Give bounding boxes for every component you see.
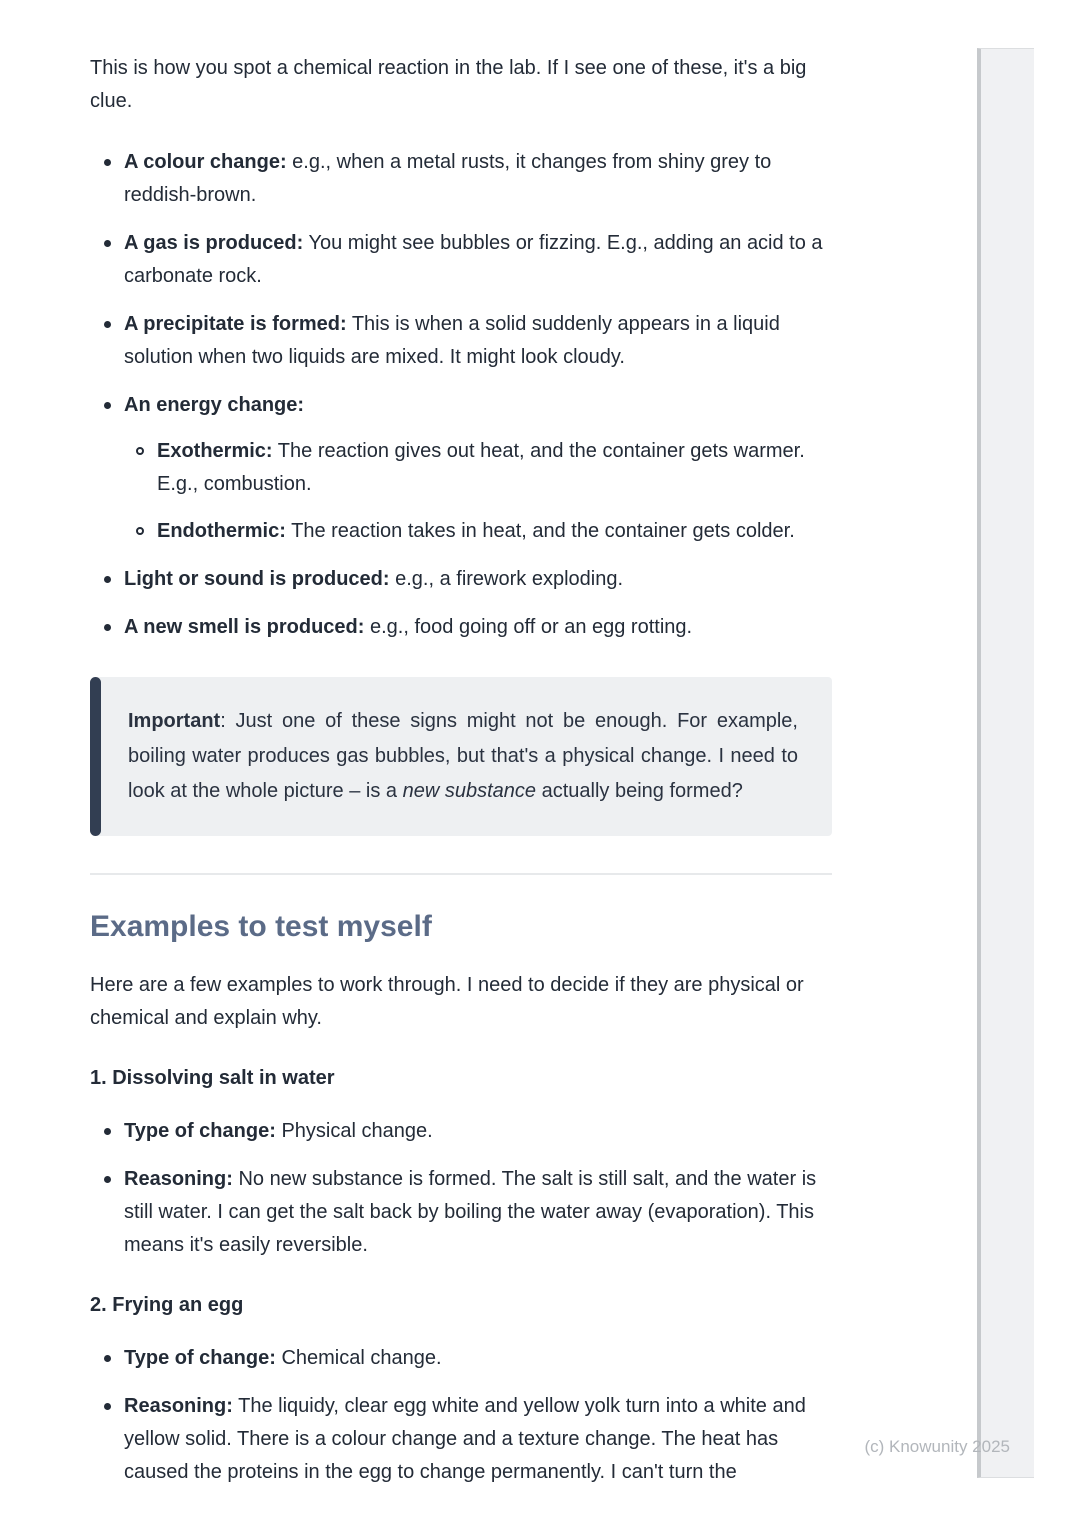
list-item-text: This is when a solid suddenly appears in a liquid solution when two liquids are mixed. It might look cloudy. [124,313,780,368]
bullet-icon [104,1176,111,1183]
list-item [90,1163,832,1262]
bullet-icon [104,240,111,247]
watermark: (c) Knowunity 2025 [864,1437,1010,1456]
scrollbar-track[interactable] [977,48,1034,1478]
list-item [124,515,832,548]
list-item-label: A gas is produced: [124,232,304,254]
list-item [90,1342,832,1375]
example-2-list [90,1342,832,1489]
list-item-label: Reasoning: [124,1395,233,1417]
bullet-icon [104,1403,111,1410]
list-item-text: e.g., when a metal rusts, it changes from shiny grey to reddish-brown. [124,151,772,206]
important-callout [90,677,832,836]
list-item [90,146,832,212]
callout-text-mid: : Just one of these signs might not be enough. For example, boiling water produces gas bubbles, but that's a physical change. I need to look at the whole picture – is a [128,710,798,802]
list-item-label: Exothermic: [157,440,273,462]
list-item [90,227,832,293]
bullet-icon [104,624,111,631]
list-item-label: A precipitate is formed: [124,313,347,335]
energy-change-sublist [124,435,832,548]
list-item-label: Light or sound is produced: [124,568,390,590]
callout-body [96,677,832,836]
list-item [124,435,832,501]
callout-accent-bar [90,677,101,836]
list-item-text: Chemical change. [281,1347,442,1369]
example-1-list [90,1115,832,1262]
list-item [90,389,832,548]
list-item [90,1390,832,1489]
example-title: 2. Frying an egg [90,1294,244,1316]
bullet-icon [104,576,111,583]
example-title: 1. Dissolving salt in water [90,1067,335,1089]
list-item [90,1115,832,1148]
list-item-text: e.g., food going off or an egg rotting. [369,616,693,638]
list-item-text: The liquidy, clear egg white and yellow yolk turn into a white and yellow solid. There is a colour change and a texture change. The heat has caused the proteins in the egg to change permanently. I can't turn the [124,1395,806,1483]
list-item [90,563,832,596]
list-item-label: A colour change: [124,151,287,173]
list-item-text: e.g., a firework exploding. [395,568,624,590]
list-item-label: Type of change: [124,1120,276,1142]
list-item [90,308,832,374]
list-item-text: You might see bubbles or fizzing. E.g., adding an acid to a carbonate rock. [124,232,823,287]
callout-italic-phrase: new substance [402,780,537,802]
section-divider [90,873,832,875]
list-item-label: Reasoning: [124,1168,233,1190]
callout-label: Important [128,710,221,732]
list-item-text: No new substance is formed. The salt is still salt, and the water is still water. I can get the salt back by boiling the water away (evaporation). This means it's easily reversible. [124,1168,817,1256]
list-item-text: The reaction gives out heat, and the container gets warmer. E.g., combustion. [157,440,805,495]
list-item [90,611,832,644]
intro-paragraph: This is how you spot a chemical reaction in the lab. If I see one of these, it's a big clue. [90,57,807,112]
document-content [90,0,832,1504]
list-item-label: An energy change: [124,394,305,416]
bullet-icon [104,159,111,166]
section-intro-paragraph: Here are a few examples to work through. I need to decide if they are physical or chemical and explain why. [90,974,804,1029]
bullet-icon [104,1128,111,1135]
list-item-label: A new smell is produced: [124,616,365,638]
section-heading: Examples to test myself [90,910,432,943]
list-item-label: Type of change: [124,1347,276,1369]
bullet-icon [104,1355,111,1362]
circle-bullet-icon [136,447,144,455]
circle-bullet-icon [136,527,144,535]
callout-text [128,704,798,809]
list-item-text: Physical change. [281,1120,433,1142]
bullet-icon [104,321,111,328]
list-item-label: Endothermic: [157,520,286,542]
bullet-icon [104,402,111,409]
callout-text-end: actually being formed? [536,780,743,802]
list-item-text: The reaction takes in heat, and the container gets colder. [291,520,795,542]
signs-list [90,146,832,644]
